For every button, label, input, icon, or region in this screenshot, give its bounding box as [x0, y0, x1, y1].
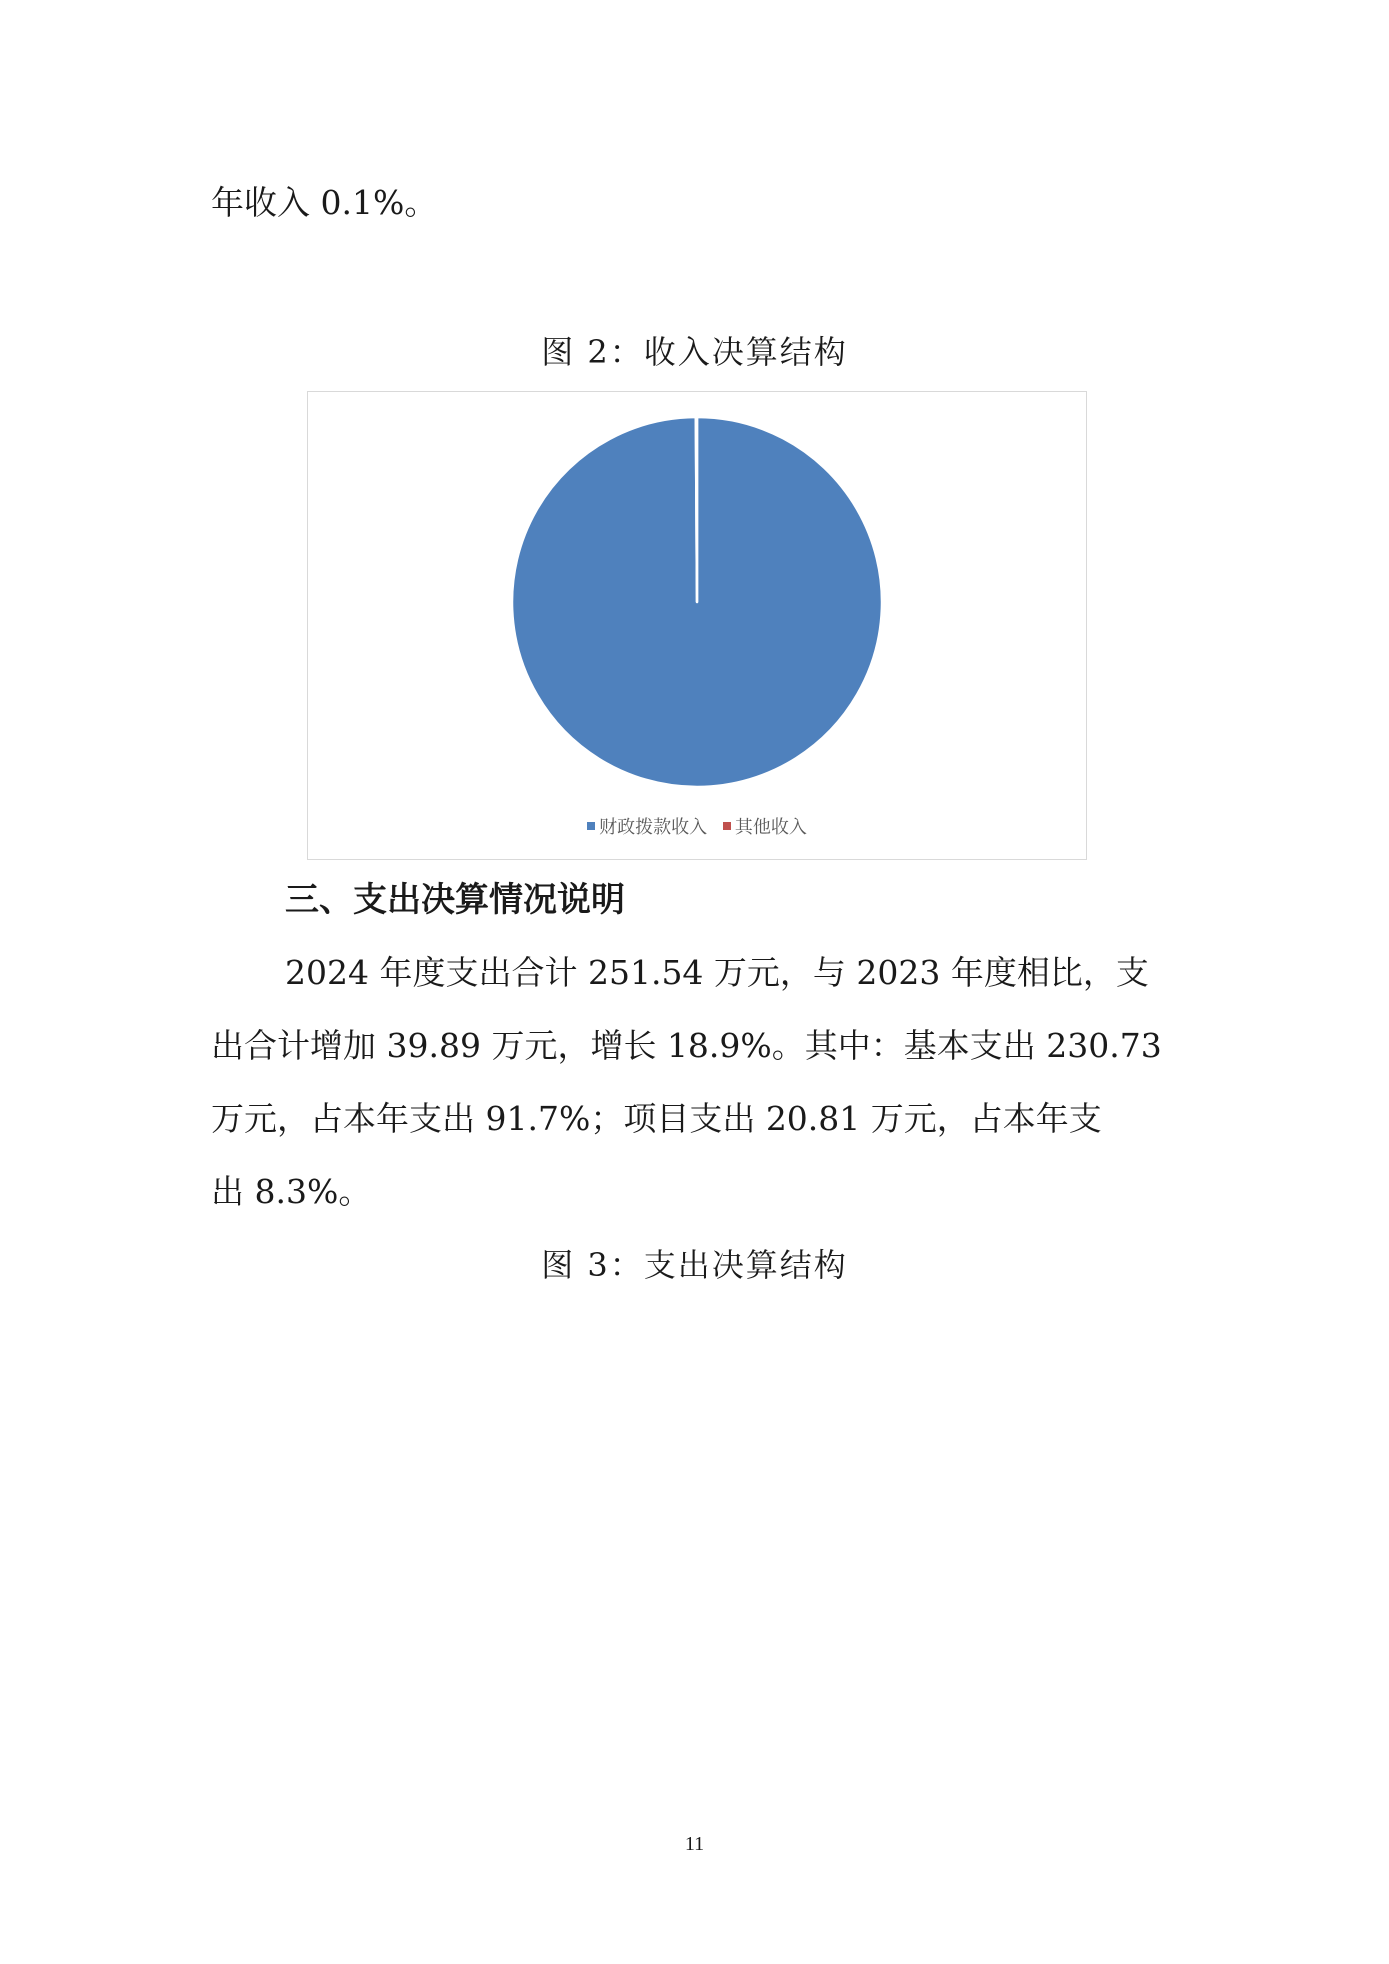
legend-label-other: 其他收入 [734, 817, 807, 838]
expenditure-paragraph-line: 出合计增加 39.89 万元，增长 18.9%。其中：基本支出 230.73 [211, 1026, 1162, 1065]
expenditure-paragraph-line: 出 8.3%。 [211, 1172, 372, 1211]
page-number: 11 [684, 1833, 705, 1855]
top-paragraph-line: 年收入 0.1%。 [211, 183, 438, 222]
figure-2-caption: 图 2：收入决算结构 [541, 333, 848, 371]
pie-slice-other-income [696, 417, 697, 602]
legend-swatch-other [723, 822, 731, 830]
section-heading: 三、支出决算情况说明 [285, 880, 625, 920]
legend-item-other-income [723, 816, 807, 840]
chart-legend [308, 816, 1086, 840]
pie-chart-svg [308, 392, 1086, 859]
expenditure-paragraph-line: 2024 年度支出合计 251.54 万元，与 2023 年度相比，支 [285, 953, 1149, 992]
expenditure-paragraph-line: 万元，占本年支出 91.7%；项目支出 20.81 万元，占本年支 [211, 1099, 1102, 1138]
legend-label-fiscal: 财政拨款收入 [599, 817, 708, 838]
legend-swatch-fiscal [587, 822, 595, 830]
income-pie-chart [307, 391, 1087, 860]
figure-3-caption: 图 3：支出决算结构 [541, 1246, 848, 1284]
legend-item-fiscal-appropriation [587, 816, 707, 840]
